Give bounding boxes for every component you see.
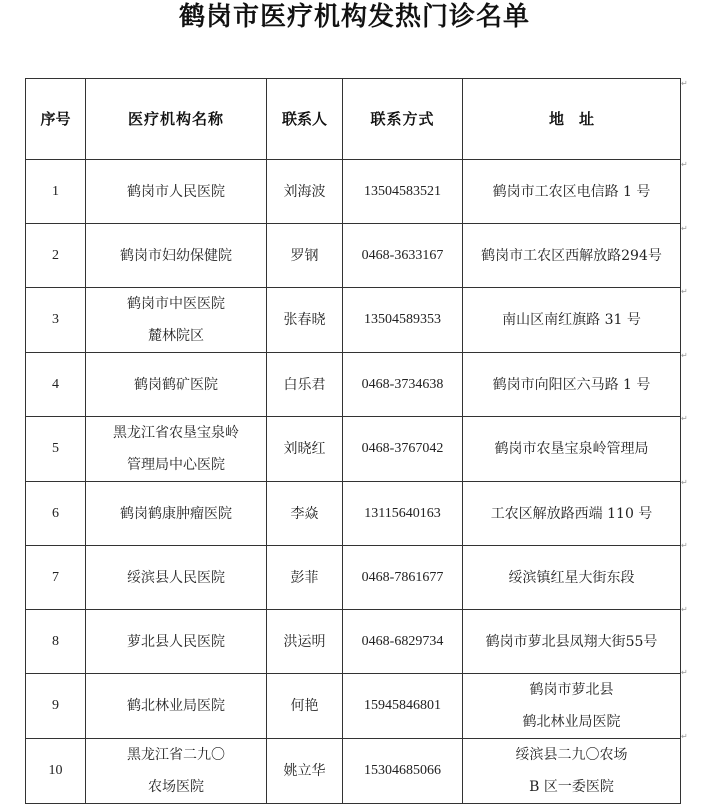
table-row xyxy=(26,417,681,482)
institution-name-line: 黑龙江省二九〇 xyxy=(127,747,225,763)
paragraph-mark-icon: ↵ xyxy=(681,668,688,677)
contact-phone: 0468-3767042 xyxy=(343,417,463,482)
row-index: 6 xyxy=(26,482,86,546)
paragraph-mark-icon: ↵ xyxy=(681,287,688,296)
table-row xyxy=(26,288,681,353)
institution-name xyxy=(86,482,267,546)
row-index: 10 xyxy=(26,739,86,804)
contact-person: 彭菲 xyxy=(267,546,343,610)
institution-name xyxy=(86,224,267,288)
header-institution-name: 医疗机构名称 xyxy=(86,79,267,160)
header-contact-phone: 联系方式 xyxy=(343,79,463,160)
contact-phone: 0468-3734638 xyxy=(343,353,463,417)
contact-phone: 13504583521 xyxy=(343,160,463,224)
contact-person: 白乐君 xyxy=(267,353,343,417)
address-line: 鹤岗市萝北县凤翔大街55号 xyxy=(485,633,658,650)
address-line: 绥滨县二九〇农场 xyxy=(515,747,628,763)
institution-name-line: 鹤岗鹤矿医院 xyxy=(134,376,218,393)
address-line: 南山区南红旗路 31 号 xyxy=(502,312,641,328)
header-index: 序号 xyxy=(26,79,86,160)
table-row xyxy=(26,353,681,417)
table-header-row xyxy=(26,79,681,160)
institution-name-line: 麓林院区 xyxy=(148,328,204,344)
paragraph-mark-icon: ↵ xyxy=(681,478,688,487)
paragraph-mark-icon: ↵ xyxy=(681,224,688,233)
address-line: 鹤北林业局医院 xyxy=(522,714,621,730)
institution-name xyxy=(86,739,267,804)
fever-clinic-table xyxy=(25,78,681,804)
contact-person: 刘海波 xyxy=(267,160,343,224)
institution-name-line: 黑龙江省农垦宝泉岭 xyxy=(113,425,239,441)
institution-name xyxy=(86,353,267,417)
address-line: 鹤岗市工农区电信路 1 号 xyxy=(492,183,651,200)
contact-phone: 0468-7861677 xyxy=(343,546,463,610)
table-row xyxy=(26,546,681,610)
address-line: 鹤岗市工农区西解放路294号 xyxy=(481,247,662,264)
institution-name xyxy=(86,288,267,353)
paragraph-mark-icon: ↵ xyxy=(681,79,688,88)
address-line: 绥滨镇红星大街东段 xyxy=(508,569,635,586)
address xyxy=(463,288,681,353)
contact-phone: 15304685066 xyxy=(343,739,463,804)
contact-phone: 0468-6829734 xyxy=(343,610,463,674)
institution-name xyxy=(86,610,267,674)
institution-name-line: 鹤岗市人民医院 xyxy=(127,183,225,200)
institution-name xyxy=(86,674,267,739)
contact-phone: 13115640163 xyxy=(343,482,463,546)
institution-name-line: 农场医院 xyxy=(148,779,204,795)
address-line: 鹤岗市农垦宝泉岭管理局 xyxy=(494,441,649,457)
row-index: 2 xyxy=(26,224,86,288)
paragraph-mark-icon: ↵ xyxy=(681,351,688,360)
address-line: B 区一委医院 xyxy=(529,779,614,795)
header-contact-person: 联系人 xyxy=(267,79,343,160)
institution-name xyxy=(86,546,267,610)
address-line: 鹤岗市萝北县 xyxy=(529,682,614,698)
address xyxy=(463,417,681,482)
contact-phone: 15945846801 xyxy=(343,674,463,739)
row-index: 5 xyxy=(26,417,86,482)
contact-phone: 0468-3633167 xyxy=(343,224,463,288)
institution-name-line: 鹤岗鹤康肿瘤医院 xyxy=(120,505,232,522)
contact-person: 洪运明 xyxy=(267,610,343,674)
institution-name-line: 鹤北林业局医院 xyxy=(127,698,225,714)
contact-person: 刘晓红 xyxy=(267,417,343,482)
row-index: 8 xyxy=(26,610,86,674)
address xyxy=(463,482,681,546)
contact-person: 张春晓 xyxy=(267,288,343,353)
contact-person: 罗钢 xyxy=(267,224,343,288)
address xyxy=(463,160,681,224)
contact-person: 姚立华 xyxy=(267,739,343,804)
row-index: 3 xyxy=(26,288,86,353)
institution-name-line: 绥滨县人民医院 xyxy=(127,569,225,586)
row-index: 9 xyxy=(26,674,86,739)
paragraph-mark-icon: ↵ xyxy=(681,605,688,614)
table-row xyxy=(26,674,681,739)
address xyxy=(463,224,681,288)
paragraph-mark-icon: ↵ xyxy=(681,160,688,169)
address xyxy=(463,353,681,417)
document-title: 鹤岗市医疗机构发热门诊名单 xyxy=(178,2,530,32)
contact-person: 何艳 xyxy=(267,674,343,739)
row-index: 4 xyxy=(26,353,86,417)
address xyxy=(463,546,681,610)
paragraph-mark-icon: ↵ xyxy=(681,414,688,423)
address-line: 工农区解放路西端 110 号 xyxy=(490,505,653,522)
contact-person: 李焱 xyxy=(267,482,343,546)
row-index: 1 xyxy=(26,160,86,224)
contact-phone: 13504589353 xyxy=(343,288,463,353)
institution-name-line: 管理局中心医院 xyxy=(127,457,225,473)
address xyxy=(463,674,681,739)
address xyxy=(463,610,681,674)
institution-name xyxy=(86,160,267,224)
table-row xyxy=(26,160,681,224)
table-row xyxy=(26,482,681,546)
row-index: 7 xyxy=(26,546,86,610)
address xyxy=(463,739,681,804)
header-address: 地 址 xyxy=(463,79,681,160)
table-row xyxy=(26,739,681,804)
paragraph-mark-icon: ↵ xyxy=(681,732,688,741)
table-row xyxy=(26,224,681,288)
institution-name-line: 萝北县人民医院 xyxy=(127,633,225,650)
paragraph-mark-icon: ↵ xyxy=(681,541,688,550)
table-row xyxy=(26,610,681,674)
address-line: 鹤岗市向阳区六马路 1 号 xyxy=(492,376,651,393)
institution-name-line: 鹤岗市中医医院 xyxy=(127,296,225,312)
institution-name xyxy=(86,417,267,482)
institution-name-line: 鹤岗市妇幼保健院 xyxy=(120,247,232,264)
